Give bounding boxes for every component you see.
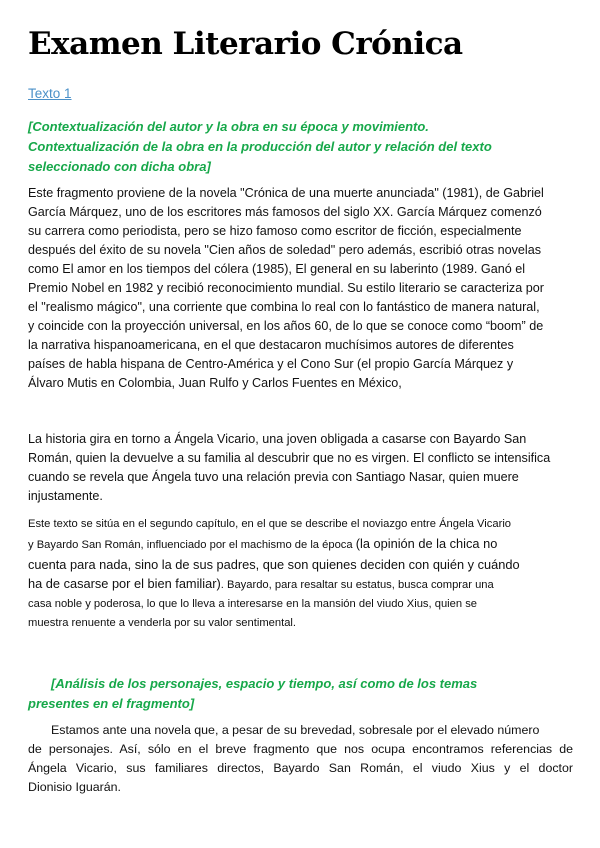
text-line: García Márquez, uno de los escritores más famosos del siglo XX. García Márquez comenzó bbox=[28, 205, 542, 219]
document-title: Examen Literario Crónica bbox=[28, 26, 463, 62]
text-line: casa noble y poderosa, lo que lo lleva a interesarse en la mansión del viudo Xius, quien se bbox=[28, 598, 478, 610]
text-line: Este fragmento proviene de la novela "Crónica de una muerte anunciada" (1981), de Gabriel bbox=[28, 186, 544, 200]
text-line: la narrativa hispanoamericana, en el que destacaron muchísimos autores de diferentes bbox=[28, 338, 514, 352]
text-line: el "realismo mágico", una corriente que combina lo real con lo fantástico de manera natural, bbox=[28, 300, 540, 314]
heading-line: Contextualización de la obra en la producción del autor y relación del texto bbox=[28, 139, 492, 154]
text-line: La historia gira en torno a Ángela Vicario, una joven obligada a casarse con Bayardo San bbox=[28, 432, 527, 446]
text-line: Ángela Vicario, sus familiares directos, Bayardo San Román, el viudo Xius y el doctor bbox=[28, 761, 573, 775]
text-line bbox=[28, 534, 578, 555]
text-line: Premio Nobel en 1982 y recibió reconocimiento mundial. Su estilo literario se caracteriza por bbox=[28, 281, 544, 295]
text-segment: y Bayardo San Román, influenciado por el machismo de la época bbox=[28, 539, 356, 551]
text-line: su carrera como periodista, pero se hizo famoso como escritor de ficción, especialmente bbox=[28, 224, 522, 238]
section-heading-contextualizacion bbox=[28, 117, 578, 177]
section-link-texto-1[interactable]: Texto 1 bbox=[28, 86, 72, 101]
text-line: muestra renuente a venderla por su valor sentimental. bbox=[28, 617, 297, 629]
text-segment: ha de casarse por el bien familiar) bbox=[28, 576, 221, 591]
heading-line: seleccionado con dicha obra] bbox=[28, 159, 211, 174]
text-line: cuenta para nada, sino la de sus padres, que son quienes deciden con quién y cuándo bbox=[28, 557, 520, 572]
paragraph-characters-analysis bbox=[28, 721, 573, 797]
text-line: después del éxito de su novela "Cien años de soledad" pero además, escribió otras novelas bbox=[28, 243, 542, 257]
text-line: injustamente. bbox=[28, 489, 103, 503]
text-line: de personajes. Así, sólo en el breve fragmento que nos ocupa encontramos referencias de bbox=[28, 742, 573, 756]
text-segment: (la opinión de la chica no bbox=[355, 536, 498, 551]
text-line: países de habla hispana de Centro-América y el Cono Sur (el propio García Márquez y bbox=[28, 357, 514, 371]
heading-line: [Contextualización del autor y la obra en su época y movimiento. bbox=[28, 119, 429, 134]
paragraph-plot-summary bbox=[28, 430, 578, 506]
text-line: Román, quien la devuelve a su familia al descubrir que no es virgen. El conflicto se intensifica bbox=[28, 451, 551, 465]
heading-line: [Análisis de los personajes, espacio y tiempo, así como de los temas bbox=[51, 676, 478, 691]
text-line: Este texto se sitúa en el segundo capítulo, en el que se describe el noviazgo entre Ángela Vicario bbox=[28, 518, 512, 530]
text-segment: . Bayardo, para resaltar su estatus, busca comprar una bbox=[220, 579, 494, 591]
text-line: como El amor en los tiempos del cólera (1985), El general en su laberinto (1989. Ganó el bbox=[28, 262, 526, 276]
text-line: y coincide con la proyección universal, en los años 60, de lo que se conoce como “boom” de bbox=[28, 319, 544, 333]
text-line: Estamos ante una novela que, a pesar de su brevedad, sobresale por el elevado número bbox=[51, 723, 540, 737]
section-heading-analisis bbox=[28, 674, 578, 714]
text-line: Álvaro Mutis en Colombia, Juan Rulfo y Carlos Fuentes en México, bbox=[28, 376, 402, 390]
paragraph-author-context bbox=[28, 184, 578, 393]
text-line: cuando se revela que Ángela tuvo una relación previa con Santiago Nasar, quien muere bbox=[28, 470, 519, 484]
text-line bbox=[28, 574, 578, 595]
paragraph-chapter-context bbox=[28, 515, 578, 633]
heading-line: presentes en el fragmento] bbox=[28, 696, 195, 711]
text-line: Dionisio Iguarán. bbox=[28, 780, 121, 794]
